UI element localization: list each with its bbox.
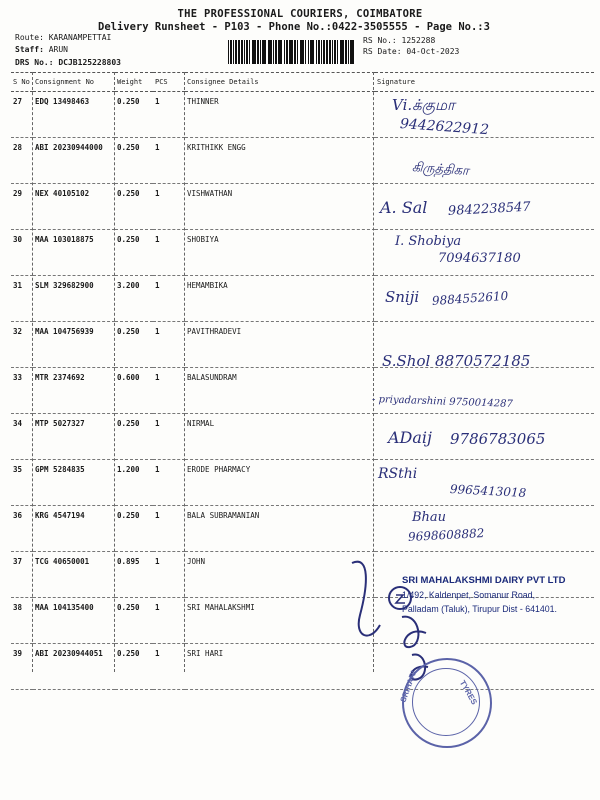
col-signature: Signature xyxy=(375,73,594,92)
row-sno: 38 xyxy=(11,598,33,644)
row-signature-cell xyxy=(375,506,594,552)
row-pcs: 1 xyxy=(153,276,185,322)
rs-no-line xyxy=(363,36,435,45)
row-consignee: JOHN xyxy=(185,552,375,598)
row-pcs: 1 xyxy=(153,552,185,598)
row-sno: 37 xyxy=(11,552,33,598)
row-consignee: BALASUNDRAM xyxy=(185,368,375,414)
signature-35b: 9965413018 xyxy=(449,482,527,500)
row-consignee: SRI MAHALAKSHMI xyxy=(185,598,375,644)
route-label: Route: xyxy=(15,33,44,42)
row-weight: 0.895 xyxy=(115,552,153,598)
table-row xyxy=(11,92,594,138)
row-weight: 0.600 xyxy=(115,368,153,414)
stamp-address-line-2: Palladam (Taluk), Tirupur Dist - 641401. xyxy=(402,604,557,614)
row-consignment-no: ABI 20230944000 xyxy=(33,138,115,184)
rs-date-label: RS Date: xyxy=(363,47,402,56)
row-pcs: 1 xyxy=(153,368,185,414)
staff-label: Staff: xyxy=(15,45,44,54)
signature-27a: Vi.க்குமா xyxy=(392,96,455,114)
signature-30b: 7094637180 xyxy=(438,251,521,266)
row-consignment-no: MAA 104135400 xyxy=(33,598,115,644)
column-divider xyxy=(184,72,185,672)
row-consignment-no: MTR 2374692 xyxy=(33,368,115,414)
staff-line xyxy=(15,45,68,54)
signature-35a: RSthi xyxy=(378,466,418,482)
row-weight: 0.250 xyxy=(115,414,153,460)
row-pcs: 1 xyxy=(153,644,185,690)
runsheet-subtitle: Delivery Runsheet - P103 - Phone No.:0422-3505555 - Page No.:3 xyxy=(98,21,490,33)
signature-31b: 9884552610 xyxy=(431,288,509,308)
row-sno: 35 xyxy=(11,460,33,506)
row-consignment-no: TCG 40650001 xyxy=(33,552,115,598)
table-header-row xyxy=(11,73,594,92)
row-consignee: NIRMAL xyxy=(185,414,375,460)
row-consignee: KRITHIKK ENGG xyxy=(185,138,375,184)
row-consignment-no: SLM 329682900 xyxy=(33,276,115,322)
column-divider xyxy=(114,72,115,672)
row-consignment-no: MAA 103018875 xyxy=(33,230,115,276)
drs-value: DCJB125228803 xyxy=(58,58,121,67)
row-sno: 28 xyxy=(11,138,33,184)
rs-date-line xyxy=(363,47,459,56)
row-sno: 33 xyxy=(11,368,33,414)
col-consignment: Consignment No xyxy=(33,73,115,92)
row-consignment-no: GPM 5284835 xyxy=(33,460,115,506)
route-line xyxy=(15,33,111,42)
stamp-company-name: SRI MAHALAKSHMI DAIRY PVT LTD xyxy=(402,575,566,586)
row-weight: 1.200 xyxy=(115,460,153,506)
seal-text-right: TYRES xyxy=(457,678,479,707)
row-consignee: SHOBIYA xyxy=(185,230,375,276)
row-pcs: 1 xyxy=(153,460,185,506)
row-consignment-no: EDQ 13498463 xyxy=(33,92,115,138)
signature-34b: 9786783065 xyxy=(450,430,546,448)
row-consignment-no: ABI 20230944051 xyxy=(33,644,115,690)
col-consignee: Consignee Details xyxy=(185,73,375,92)
signature-29a: A. Sal xyxy=(380,198,428,217)
rs-no-label: RS No.: xyxy=(363,36,397,45)
signature-31a: Sniji xyxy=(385,288,420,306)
table-row xyxy=(11,644,594,690)
signature-34a: ADaij xyxy=(388,428,432,447)
signature-32: S.Shol 8870572185 xyxy=(382,352,531,370)
row-consignee: HEMAMBIKA xyxy=(185,276,375,322)
col-sno: S No xyxy=(11,73,33,92)
row-consignment-no: MAA 104756939 xyxy=(33,322,115,368)
seal-text-left: SRIHARI xyxy=(398,669,419,704)
row-sno: 32 xyxy=(11,322,33,368)
row-weight: 0.250 xyxy=(115,644,153,690)
row-consignment-no: MTP 5027327 xyxy=(33,414,115,460)
row-consignee: ERODE PHARMACY xyxy=(185,460,375,506)
row-weight: 0.250 xyxy=(115,184,153,230)
signature-33: - priyadarshini 9750014287 xyxy=(371,394,514,410)
signature-36b: 9698608882 xyxy=(407,526,485,544)
row-sno: 36 xyxy=(11,506,33,552)
signature-30a: I. Shobiya xyxy=(395,234,462,249)
staff-value: ARUN xyxy=(48,45,68,54)
company-title: THE PROFESSIONAL COURIERS, COIMBATORE xyxy=(177,8,423,20)
drs-line xyxy=(15,58,121,67)
col-weight: Weight xyxy=(115,73,153,92)
row-weight: 3.200 xyxy=(115,276,153,322)
table-row xyxy=(11,506,594,552)
col-pcs: PCS xyxy=(153,73,185,92)
row-pcs: 1 xyxy=(153,230,185,276)
row-pcs: 1 xyxy=(153,322,185,368)
row-pcs: 1 xyxy=(153,184,185,230)
rs-date-value: 04-Oct-2023 xyxy=(406,47,460,56)
signature-36a: Bhau xyxy=(412,510,447,525)
barcode-overlay xyxy=(228,40,356,64)
row-sno: 31 xyxy=(11,276,33,322)
row-sno: 39 xyxy=(11,644,33,690)
signature-29b: 9842238547 xyxy=(447,199,531,219)
row-signature-cell xyxy=(375,138,594,184)
row-weight: 0.250 xyxy=(115,230,153,276)
row-sno: 29 xyxy=(11,184,33,230)
row-weight: 0.250 xyxy=(115,138,153,184)
row-pcs: 1 xyxy=(153,598,185,644)
company-stamp xyxy=(402,575,600,614)
row-consignee: THINNER xyxy=(185,92,375,138)
row-weight: 0.250 xyxy=(115,92,153,138)
row-weight: 0.250 xyxy=(115,598,153,644)
stamp-address-line-1: 1/492, Kaldenpet, Somanur Road, xyxy=(402,590,536,600)
rs-no-value: 1252288 xyxy=(401,36,436,45)
row-consignee: BALA SUBRAMANIAN xyxy=(185,506,375,552)
drs-label: DRS No.: xyxy=(15,58,54,67)
row-sno: 34 xyxy=(11,414,33,460)
signature-27b: 9442622912 xyxy=(399,116,490,139)
row-consignee: PAVITHRADEVI xyxy=(185,322,375,368)
row-consignee: SRI HARI xyxy=(185,644,375,690)
row-pcs: 1 xyxy=(153,506,185,552)
row-consignment-no: KRG 4547194 xyxy=(33,506,115,552)
row-pcs: 1 xyxy=(153,414,185,460)
row-sno: 30 xyxy=(11,230,33,276)
signature-28: கிருத்திகா xyxy=(411,160,470,179)
row-consignee: VISHWATHAN xyxy=(185,184,375,230)
row-weight: 0.250 xyxy=(115,322,153,368)
column-divider xyxy=(32,72,33,672)
row-pcs: 1 xyxy=(153,138,185,184)
row-weight: 0.250 xyxy=(115,506,153,552)
table-row xyxy=(11,138,594,184)
route-value: KARANAMPETTAI xyxy=(48,33,112,42)
row-consignment-no: NEX 40105102 xyxy=(33,184,115,230)
row-sno: 27 xyxy=(11,92,33,138)
row-pcs: 1 xyxy=(153,92,185,138)
